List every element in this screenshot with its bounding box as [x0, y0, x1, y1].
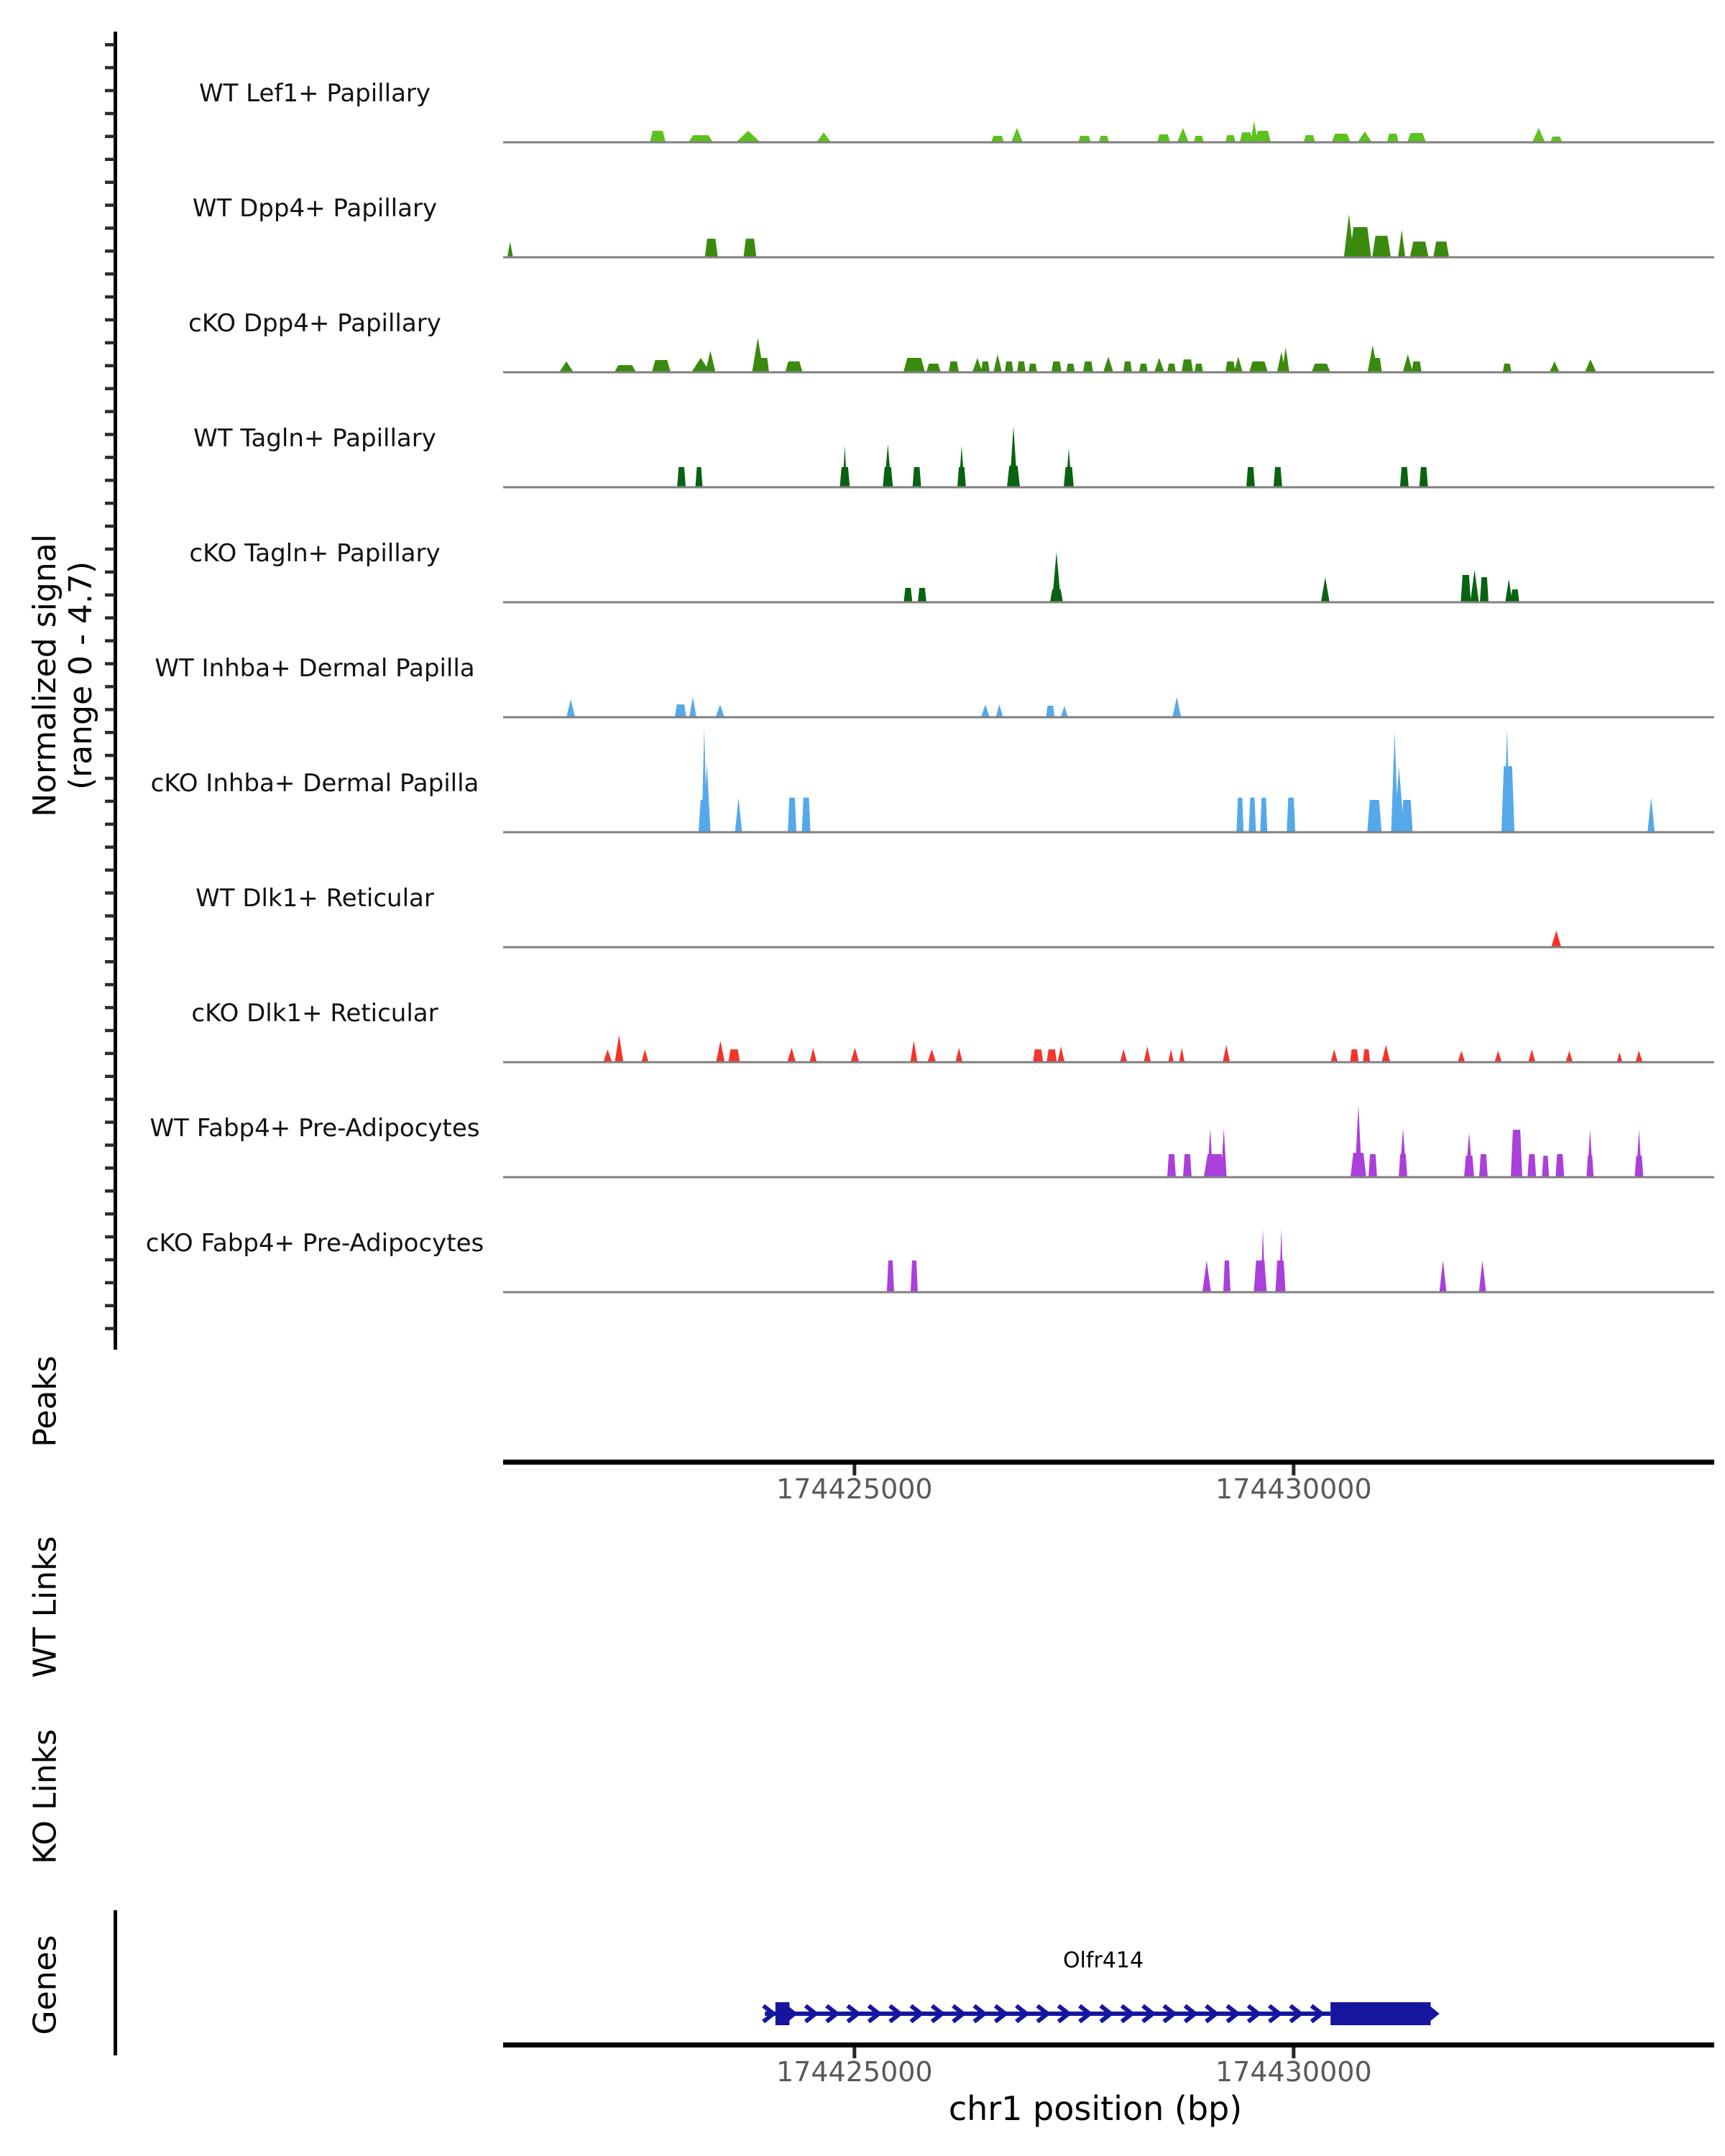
y-axis-label-line2: (range 0 - 4.7) [63, 561, 99, 791]
signal-track [1551, 931, 1561, 947]
signal-y-axis-tick [105, 823, 115, 826]
signal-peak [1017, 361, 1026, 372]
signal-y-axis-tick [105, 662, 115, 665]
track-baseline [503, 1061, 1714, 1064]
signal-peak [1398, 230, 1405, 257]
signal-peak [1403, 354, 1413, 372]
signal-peak [1154, 358, 1164, 372]
track-label: WT Lef1+ Papillary [198, 79, 431, 108]
signal-peak [1046, 1049, 1057, 1062]
gene-name-label: Olfr414 [1062, 1948, 1144, 1973]
section-label-peaks: Peaks [27, 1355, 64, 1447]
signal-peak [1616, 1052, 1622, 1062]
signal-peak [1368, 1154, 1377, 1177]
signal-y-axis-tick [105, 318, 115, 322]
track-label: WT Tagln+ Papillary [193, 424, 436, 453]
signal-y-axis-tick [105, 89, 115, 93]
signal-peak [1332, 134, 1351, 142]
signal-y-axis-tick [105, 685, 115, 688]
signal-peak [1221, 1128, 1227, 1177]
signal-y-axis-tick [105, 43, 115, 47]
signal-peak [559, 361, 574, 372]
signal-peak [1083, 361, 1093, 372]
signal-track [1167, 1105, 1643, 1177]
signal-peak [959, 446, 965, 487]
signal-peak [1528, 1049, 1535, 1062]
signal-peak [1494, 1051, 1501, 1062]
signal-y-axis-tick [105, 1189, 115, 1193]
signal-peak [1381, 1045, 1390, 1062]
signal-peak [1144, 1046, 1151, 1062]
signal-y-axis-tick [105, 203, 115, 207]
signal-peak [716, 1041, 724, 1062]
signal-peak [1565, 1051, 1573, 1062]
signal-peak [689, 697, 696, 717]
signal-peak [1202, 1261, 1211, 1292]
signal-peak [1274, 467, 1282, 487]
signal-y-axis-tick [105, 1143, 115, 1147]
genome-axis-tick-label: 174425000 [776, 2056, 933, 2088]
signal-peak [1358, 132, 1372, 142]
signal-y-axis-tick [105, 433, 115, 436]
track-label: cKO Fabp4+ Pre-Adipocytes [145, 1229, 484, 1258]
genome-axis-tick-label: 174425000 [776, 1473, 933, 1505]
signal-peak [785, 361, 802, 372]
track-baseline [503, 946, 1714, 949]
signal-y-axis-tick [105, 777, 115, 780]
signal-peak [1246, 467, 1255, 487]
signal-y-axis-tick [105, 180, 115, 184]
signal-peak [1527, 1154, 1536, 1177]
signal-y-axis-tick [105, 1327, 115, 1330]
signal-peak [1103, 356, 1113, 372]
genes-section-bracket [114, 1910, 117, 2055]
signal-peak [1367, 800, 1381, 832]
signal-peak [1511, 1130, 1522, 1177]
signal-peak [1157, 134, 1170, 142]
x-axis-title: chr1 position (bp) [948, 2089, 1243, 2128]
peaks-axis-line [503, 1460, 1714, 1465]
signal-peak [1208, 1128, 1213, 1177]
signal-peak [1551, 931, 1561, 947]
signal-y-axis-tick [105, 1097, 115, 1101]
signal-peak [736, 131, 760, 142]
signal-peak [735, 798, 742, 832]
signal-peak [1120, 1049, 1127, 1062]
signal-y-axis-tick [105, 410, 115, 413]
signal-peak [1635, 1051, 1642, 1062]
signal-y-axis-tick [105, 502, 115, 505]
signal-y-axis-tick [105, 846, 115, 849]
signal-track [507, 214, 1449, 257]
signal-peak [1240, 132, 1253, 142]
signal-peak [842, 446, 847, 487]
signal-y-axis-tick [105, 731, 115, 734]
signal-peak [1167, 364, 1176, 372]
signal-y-axis-tick [105, 387, 115, 391]
signal-peak [1471, 570, 1479, 602]
genome-axis-tick-label: 174430000 [1215, 2056, 1372, 2088]
signal-peak [1458, 1051, 1465, 1062]
signal-y-axis-tick [105, 754, 115, 757]
track-label: WT Inhba+ Dermal Papilla [155, 654, 475, 683]
signal-peak [1172, 697, 1181, 717]
track-baseline [503, 602, 1714, 604]
signal-peak [1585, 359, 1596, 372]
signal-peak [972, 358, 983, 372]
track-label: WT Dpp4+ Papillary [192, 194, 438, 223]
track-label: WT Fabp4+ Pre-Adipocytes [150, 1114, 480, 1143]
signal-peak [1350, 227, 1371, 257]
signal-y-axis-tick [105, 960, 115, 964]
track-label: WT Dlk1+ Reticular [196, 884, 434, 913]
signal-peak [603, 1049, 612, 1062]
track-label: cKO Dpp4+ Papillary [188, 309, 441, 338]
signal-peak [1312, 364, 1330, 372]
signal-peak [696, 467, 703, 487]
signal-y-axis-tick [105, 249, 115, 253]
signal-peak [1363, 1049, 1370, 1062]
signal-y-axis-tick [105, 868, 115, 872]
signal-peak [1355, 1105, 1362, 1177]
signal-peak [1372, 236, 1391, 257]
signal-peak [507, 241, 513, 257]
signal-peak [955, 1048, 962, 1062]
signal-peak [1139, 364, 1148, 372]
signal-peak [903, 588, 912, 602]
signal-y-axis-tick [105, 112, 115, 116]
signal-y-axis-tick [105, 617, 115, 620]
signal-y-axis-tick [105, 525, 115, 528]
track-baseline [503, 142, 1714, 144]
signal-peak [1387, 134, 1399, 142]
signal-peak [1223, 1045, 1230, 1062]
signal-peak [1179, 1048, 1184, 1062]
signal-peak [1440, 1261, 1447, 1292]
signal-y-axis-tick [105, 639, 115, 642]
signal-peak [1005, 361, 1013, 372]
signal-peak [1057, 1046, 1064, 1062]
track-label: cKO Inhba+ Dermal Papilla [150, 769, 479, 798]
signal-peak [1391, 732, 1398, 832]
signal-peak [926, 364, 941, 372]
signal-peak [1400, 467, 1409, 487]
gene-exon-small [776, 2002, 790, 2025]
signal-peak [993, 354, 1002, 372]
signal-y-axis-tick [105, 1006, 115, 1010]
signal-peak [911, 1261, 918, 1292]
gene-exon-large [1330, 2002, 1430, 2025]
signal-y-axis-tick [105, 983, 115, 987]
signal-peak [615, 1035, 623, 1062]
signal-peak [1401, 800, 1412, 832]
track-baseline [503, 487, 1714, 489]
signal-peak [1183, 1154, 1192, 1177]
y-axis-label-line1: Normalized signal [27, 534, 63, 817]
signal-y-axis-tick [105, 1052, 115, 1056]
signal-y-axis-tick [105, 479, 115, 482]
signal-peak [1123, 361, 1132, 372]
signal-peak [1010, 426, 1018, 487]
signal-track [559, 338, 1596, 372]
signal-peak [705, 351, 715, 372]
signal-y-axis-tick [105, 66, 115, 70]
signal-y-axis-tick [105, 456, 115, 459]
signal-peak [1407, 133, 1426, 142]
signal-peak [677, 467, 686, 487]
track-baseline [503, 257, 1714, 259]
section-label-ko-links: KO Links [27, 1728, 64, 1865]
genome-axis-line [503, 2042, 1714, 2047]
track-label: cKO Dlk1+ Reticular [191, 999, 438, 1028]
signal-peak [1052, 552, 1061, 602]
signal-peak [787, 1048, 796, 1062]
y-axis-label [27, 534, 99, 817]
signal-peak [1330, 1049, 1338, 1062]
signal-peak [1480, 577, 1489, 602]
signal-peak [1236, 798, 1243, 832]
signal-peak [1033, 1049, 1043, 1062]
signal-peak [1647, 798, 1655, 832]
signal-peak [1550, 361, 1560, 372]
signal-y-axis-tick [105, 800, 115, 803]
signal-peak [850, 1048, 859, 1062]
signal-peak [1249, 361, 1268, 372]
signal-y-axis-tick [105, 1166, 115, 1170]
signal-peak [995, 704, 1003, 717]
signal-y-axis-tick [105, 914, 115, 918]
signal-peak [1466, 1133, 1473, 1177]
signal-peak [1399, 1128, 1407, 1177]
signal-peak [1195, 364, 1203, 372]
signal-track [699, 728, 1655, 832]
signal-peak [1587, 1130, 1593, 1177]
signal-peak [1636, 1130, 1642, 1177]
signal-track [887, 1229, 1486, 1292]
signal-y-axis-tick [105, 594, 115, 597]
signal-peak [949, 361, 959, 372]
signal-y-axis-tick [105, 272, 115, 276]
signal-peak [1542, 1156, 1549, 1177]
signal-peak [1167, 1154, 1176, 1177]
signal-y-axis-tick [105, 548, 115, 551]
signal-y-axis-tick [105, 1120, 115, 1124]
signal-peak [1282, 347, 1289, 372]
signal-peak [1011, 128, 1023, 142]
signal-track [603, 1035, 1642, 1062]
signal-y-axis-tick [105, 226, 115, 230]
track-baseline [503, 1176, 1714, 1179]
signal-peak [1532, 128, 1545, 142]
signal-peak [910, 1041, 917, 1062]
signal-peak [1177, 128, 1189, 142]
signal-peak [650, 131, 666, 142]
signal-peak [816, 132, 831, 142]
signal-peak [1182, 359, 1193, 372]
signal-peak [884, 444, 891, 487]
signal-peak [1321, 577, 1330, 602]
signal-track [903, 552, 1519, 602]
signal-y-axis-tick [105, 364, 115, 368]
signal-peak [566, 699, 575, 717]
signal-y-axis-tick [105, 1258, 115, 1262]
signal-peak [1287, 798, 1295, 832]
signal-peak [1433, 241, 1449, 257]
track-label: cKO Tagln+ Papillary [189, 539, 441, 568]
signal-peak [1168, 1049, 1174, 1062]
signal-peak [809, 1048, 816, 1062]
gene-end-arrow-tip [1430, 2007, 1439, 2021]
signal-peak [1460, 575, 1471, 602]
signal-peak [1061, 706, 1068, 717]
signal-peak [927, 1049, 936, 1062]
signal-peak [913, 467, 921, 487]
signal-peak [675, 704, 686, 717]
signal-y-axis-tick [105, 891, 115, 895]
section-label-genes: Genes [27, 1935, 64, 2035]
signal-peak [1225, 361, 1236, 372]
section-label-wt-links: WT Links [27, 1536, 64, 1678]
signal-peak [981, 361, 990, 372]
signal-y-axis-tick [105, 295, 115, 299]
signal-peak [1234, 356, 1243, 372]
signal-y-axis-tick [105, 158, 115, 162]
signal-peak [788, 798, 796, 832]
signal-y-axis-tick [105, 1304, 115, 1308]
signal-peak [1350, 1049, 1358, 1062]
signal-y-axis-tick [105, 1235, 115, 1239]
signal-peak [1066, 364, 1075, 372]
signal-peak [641, 1049, 648, 1062]
signal-peak [887, 1261, 894, 1292]
genome-axis-tick-label: 174430000 [1215, 1473, 1372, 1505]
signal-peak [1479, 1154, 1488, 1177]
track-baseline [503, 372, 1714, 374]
signal-peak [1555, 1154, 1564, 1177]
signal-track [650, 121, 1562, 142]
signal-peak [903, 358, 925, 372]
signal-y-axis-tick [105, 341, 115, 345]
signal-peak [652, 360, 671, 372]
track-baseline [503, 831, 1714, 834]
signal-peak [743, 239, 756, 257]
track-baseline [503, 717, 1714, 719]
signal-track [677, 426, 1428, 487]
signal-peak [981, 704, 990, 717]
signal-peak [1503, 364, 1512, 372]
signal-peak [1255, 131, 1271, 142]
signal-peak [1420, 467, 1428, 487]
signal-y-axis-tick [105, 708, 115, 711]
signal-track [566, 697, 1181, 717]
signal-peak [802, 798, 811, 832]
signal-peak [1410, 241, 1429, 257]
signal-peak [918, 588, 926, 602]
signal-peak [1479, 1261, 1486, 1292]
signal-y-axis-tick [105, 135, 115, 139]
signal-peak [1046, 706, 1054, 717]
signal-y-axis-tick [105, 1212, 115, 1216]
signal-peak [1052, 361, 1062, 372]
signal-peak [1511, 589, 1519, 602]
signal-peak [716, 704, 724, 717]
signal-y-axis-tick [105, 1075, 115, 1079]
signal-peak [1412, 361, 1422, 372]
signal-y-axis-tick [105, 1281, 115, 1285]
signal-peak [1223, 1261, 1230, 1292]
signal-y-axis-tick [105, 937, 115, 941]
signal-y-axis-tick [105, 1029, 115, 1033]
signal-peak [705, 239, 718, 257]
signal-y-axis-tick [105, 571, 115, 574]
signal-peak [1260, 798, 1267, 832]
signal-peak [1248, 798, 1256, 832]
signal-peak [728, 1049, 740, 1062]
signal-peak [1029, 364, 1037, 372]
track-baseline [503, 1291, 1714, 1294]
